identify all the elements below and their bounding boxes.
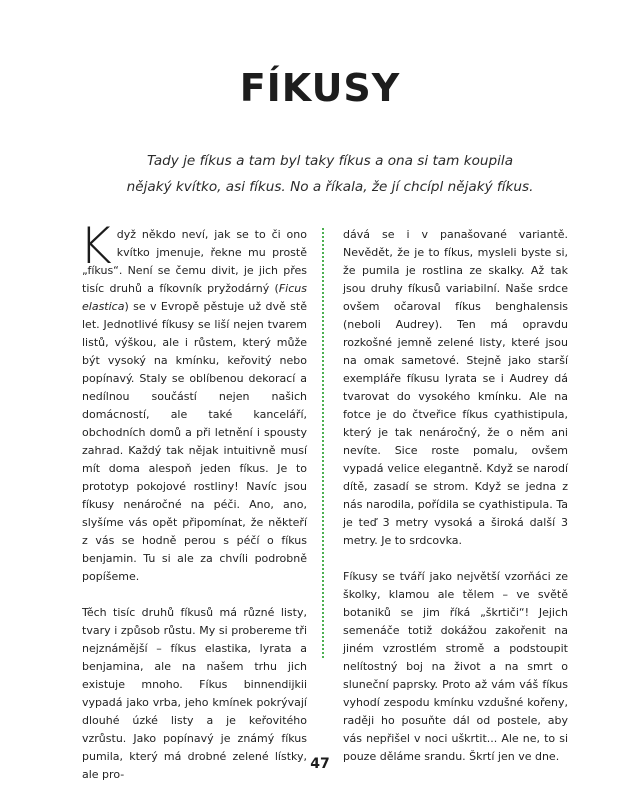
right-paragraph-2: Fíkusy se tváří jako největší vzorňáci ze školky, klamou ale tělem – ve světě botaniků se jim říká „škrtiči“! Jejich semenáče totiž dokážou zakořenit na jiném vzrostlém stromě a podstoupit nelítostný boj na život a na smrt o sluneční paprsky. Proto až vám váš fíkus vyhodí zespodu kmínku vzdušné kořeny, raději ho posuňte dál od postele, aby vás nepřišel v noci uškrtit... Ale ne, to si pouze děláme srandu. Škrtí jen ve dne. bbox=[343, 570, 568, 763]
drop-cap: K bbox=[79, 217, 112, 275]
left-paragraph-1 bbox=[79, 217, 307, 586]
right-column bbox=[343, 226, 568, 784]
latin-name: Ficus elastica bbox=[82, 282, 307, 313]
intro-quote-line-1: Tady je fíkus a tam byl taky fíkus a ona si tam koupila bbox=[146, 153, 514, 169]
page-number: 47 bbox=[310, 756, 330, 772]
page-title: FÍKUSY bbox=[239, 66, 401, 110]
left-paragraph-1-text-b: ) se v Evropě pěstuje už dvě stě let. Jednotlivé fíkusy se liší nejen tvarem listů, výškou, ale i růstem, který může být vysoký na kmínku, keřovitý nebo popínavý. Staly se oblíbenou dekorací a nedílnou součástí nejen našich domácností, ale také kanceláří, obchodních domů a při letnění i spousty zahrad. Každý tak nějak intuitivně musí mít doma alespoň jeden fíkus. Je to prototyp pokojové rostliny! Navíc jsou fíkusy nenáročné na péči. Ano, ano, slyšíme vás opět připomínat, že někteří z vás se hodně perou s péčí o fíkus benjamin. Tu si ale za chvíli podrobně popíšeme. bbox=[82, 300, 307, 583]
intro-quote-line-2: nějaký kvítko, asi fíkus. No a říkala, že jí chcípl nějaký fíkus. bbox=[126, 179, 534, 195]
intro-quote bbox=[100, 148, 560, 200]
right-paragraph-1: dává se i v panašované variantě. Nevědět, že je to fíkus, mysleli byste si, že pumila je rostlina ze skalky. Až tak jsou druhy fíkusů variabilní. Naše srdce ovšem očaroval fíkus benghalensis (neboli Audrey). Ten má opravdu rozkošné jemně zelené listy, které jsou na omak sametové. Stejně jako starší exempláře fíkusu lyrata se i Audrey dá tvarovat do vysokého kmínku. Ale na fotce je do čtveřice fíkus cyathistipula, který je tak nenáročný, že o něm ani nevíte. Sice roste pomalu, ovšem vypadá velice elegantně. Když se narodí dítě, zasadí se strom. Když se jedna z nás narodila, pořídila se cyathistipula. Ta je teď 3 metry vysoká a široká další 3 metry. Je to srdcovka. bbox=[343, 228, 568, 547]
column-divider bbox=[322, 228, 324, 658]
left-paragraph-1-text-a: dyž někdo neví, jak se to či ono kvítko jmenuje, řekne mu prostě „fíkus“. Není se čemu divit, je jich přes tisíc druhů a fíkovník pryžodárný ( bbox=[82, 228, 307, 295]
left-paragraph-2: Těch tisíc druhů fíkusů má různé listy, tvary i způsob růstu. My si probereme tři nejznámější – fíkus elastika, lyrata a benjamina, ale na našem trhu jich existuje mnoho. Fíkus binnendijkii vypadá jako vrba, jeho kmínek pokrývají dlouhé úzké listy a je keřovitého vzrůstu. Jako popínavý je známý fíkus pumila, který má drobné zelené lístky, ale pro- bbox=[82, 606, 307, 781]
left-column bbox=[79, 217, 307, 802]
